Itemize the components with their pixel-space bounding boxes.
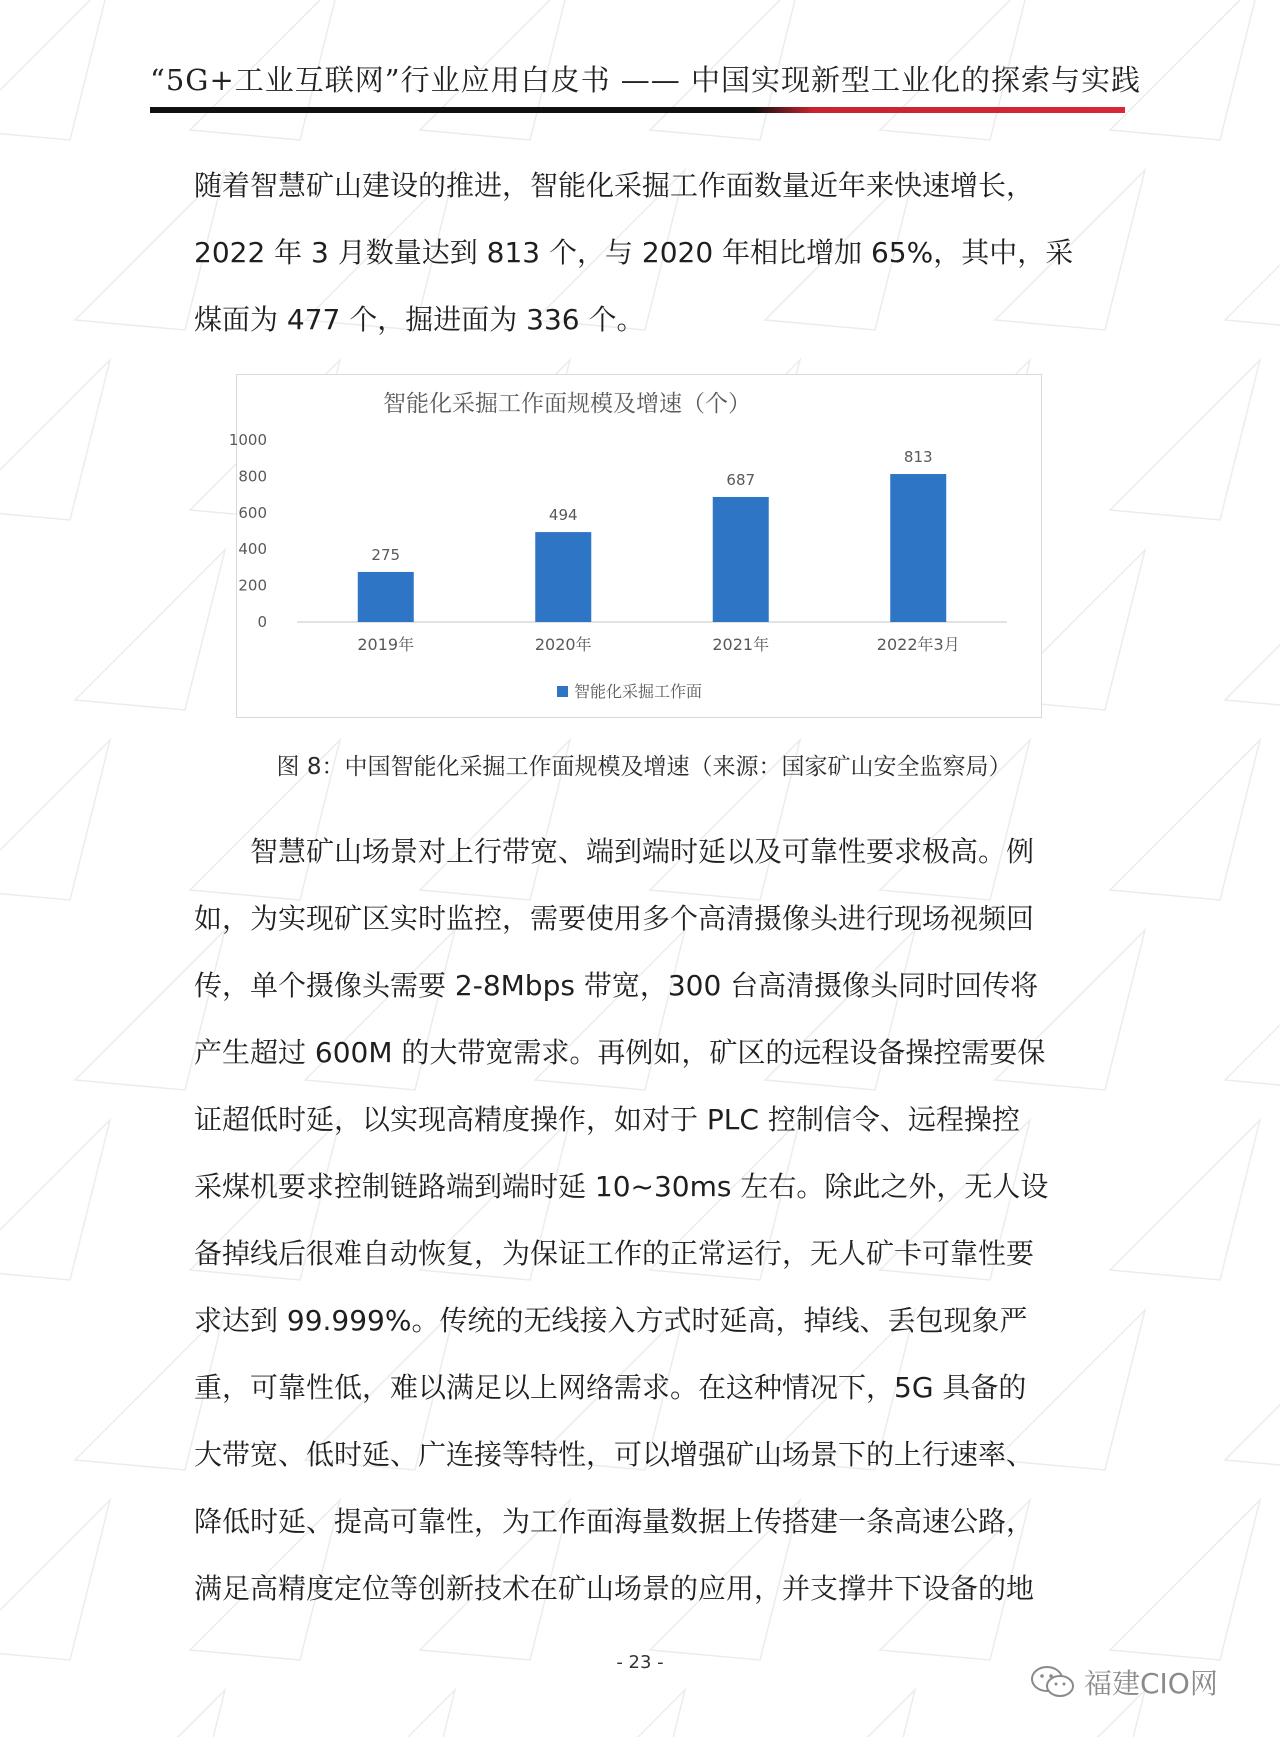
paragraph-2 xyxy=(194,818,1094,1622)
bar xyxy=(358,572,414,622)
data-label: 275 xyxy=(371,545,401,564)
watermark-triangle xyxy=(1110,1500,1260,1660)
paragraph-2-line-5: 证超低时延，以实现高精度操作，如对于 PLC 控制信令、远程操控 xyxy=(194,1103,1020,1136)
watermark-triangle xyxy=(0,0,110,140)
paragraph-2-line-9: 重，可靠性低，难以满足以上网络需求。在这种情况下，5G 具备的 xyxy=(194,1371,1027,1404)
header-title: “5G+工业互联网”行业应用白皮书 —— 中国实现新型工业化的探索与实践 xyxy=(150,63,1142,97)
data-label: 813 xyxy=(903,448,933,467)
watermark-triangle xyxy=(1110,1120,1260,1280)
watermark-triangle xyxy=(0,360,110,520)
watermark-triangle xyxy=(1225,1310,1280,1470)
x-tick-label: 2019年 xyxy=(357,635,415,654)
paragraph-1-line-1: 随着智慧矿山建设的推进，智能化采掘工作面数量近年来快速增长， xyxy=(194,169,1035,202)
watermark-triangle xyxy=(1225,170,1280,330)
y-tick-label: 0 xyxy=(257,613,267,631)
watermark-triangle xyxy=(535,1690,685,1737)
wechat-icon xyxy=(1030,1665,1076,1699)
bar xyxy=(535,532,591,622)
watermark-triangle xyxy=(1110,360,1260,520)
paragraph-1-line-2: 2022 年 3 月数量达到 813 个，与 2020 年相比增加 65%，其中，采 xyxy=(194,236,1074,269)
paragraph-2-line-2: 如，为实现矿区实时监控，需要使用多个高清摄像头进行现场视频回 xyxy=(194,902,1035,935)
watermark-triangle xyxy=(0,740,110,900)
y-tick-label: 600 xyxy=(238,503,267,522)
y-tick-label: 800 xyxy=(238,467,267,486)
legend-swatch xyxy=(557,686,568,697)
legend-label: 智能化采掘工作面 xyxy=(574,682,703,701)
watermark-triangle xyxy=(305,1690,455,1737)
paragraph-2-line-11: 降低时延、提高可靠性，为工作面海量数据上传搭建一条高速公路， xyxy=(194,1505,1035,1538)
chart-title: 智能化采掘工作面规模及增速（个） xyxy=(383,391,751,417)
watermark-triangle xyxy=(75,1690,225,1737)
y-tick-label: 400 xyxy=(238,540,267,559)
brand-name: 福建CIO网 xyxy=(1084,1667,1218,1700)
watermark-triangle xyxy=(0,1500,110,1660)
header-rule xyxy=(150,107,1125,113)
watermark-triangle xyxy=(1225,550,1280,710)
watermark-triangle xyxy=(1225,1690,1280,1737)
x-tick-label: 2021年 xyxy=(712,635,770,654)
figure-caption: 图 8：中国智能化采掘工作面规模及增速（来源：国家矿山安全监察局） xyxy=(276,754,1012,780)
paragraph-2-line-1: 智慧矿山场景对上行带宽、端到端时延以及可靠性要求极高。例 xyxy=(250,835,1035,868)
y-tick-label: 1000 xyxy=(228,431,267,449)
paragraph-2-line-12: 满足高精度定位等创新技术在矿山场景的应用，并支撑井下设备的地 xyxy=(194,1572,1035,1605)
bar xyxy=(890,474,946,622)
x-tick-label: 2022年3月 xyxy=(876,635,960,654)
paragraph-2-line-8: 求达到 99.999%。传统的无线接入方式时延高，掉线、丢包现象严 xyxy=(194,1304,1028,1337)
watermark-triangle xyxy=(0,1120,110,1280)
x-tick-label: 2020年 xyxy=(534,635,592,654)
paragraph-2-line-3: 传，单个摄像头需要 2-8Mbps 带宽，300 台高清摄像头同时回传将 xyxy=(194,969,1039,1002)
data-label: 687 xyxy=(726,470,756,489)
paragraph-2-line-10: 大带宽、低时延、广连接等特性，可以增强矿山场景下的上行速率、 xyxy=(194,1438,1035,1471)
watermark-triangle xyxy=(1110,740,1260,900)
watermark-triangle xyxy=(1225,930,1280,1090)
watermark-triangle xyxy=(75,550,225,710)
watermark-triangle xyxy=(765,1690,915,1737)
page-number: - 23 - xyxy=(616,1652,664,1673)
y-tick-label: 200 xyxy=(238,576,267,595)
paragraph-1 xyxy=(194,152,1094,353)
paragraph-1-line-3: 煤面为 477 个，掘进面为 336 个。 xyxy=(194,303,645,336)
brand-watermark xyxy=(1030,1662,1218,1702)
paragraph-2-line-7: 备掉线后很难自动恢复，为保证工作的正常运行，无人矿卡可靠性要 xyxy=(194,1237,1035,1270)
bar-chart-svg xyxy=(228,375,1040,716)
paragraph-2-line-4: 产生超过 600M 的大带宽需求。再例如，矿区的远程设备操控需要保 xyxy=(194,1036,1046,1069)
bar xyxy=(713,497,769,622)
data-label: 494 xyxy=(548,506,578,525)
bar-chart xyxy=(228,374,1042,718)
paragraph-2-line-6: 采煤机要求控制链路端到端时延 10~30ms 左右。除此之外，无人设 xyxy=(194,1170,1049,1203)
